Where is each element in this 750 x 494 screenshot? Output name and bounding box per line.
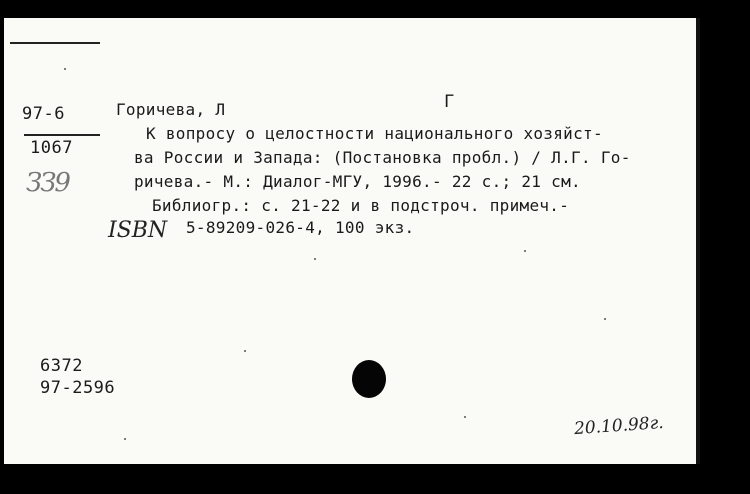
call-number-divider — [24, 134, 100, 136]
author-line: Горичева, Л — [116, 100, 226, 119]
catalog-card — [4, 18, 700, 464]
code-line-1: 6372 — [40, 356, 83, 376]
speck — [124, 438, 126, 440]
isbn-handwritten-label: ISBN — [108, 218, 168, 243]
text-line-4: Библиогр.: с. 21-22 и в подстроч. примеч.- — [152, 196, 570, 215]
code-line-2: 97-2596 — [40, 378, 116, 398]
punched-hole — [352, 360, 386, 398]
text-line-3: ричева.- М.: Диалог-МГУ, 1996.- 22 с.; 21 см. — [134, 172, 581, 191]
isbn-value: 5-89209-026-4, 100 экз. — [186, 218, 415, 237]
card-edge — [696, 18, 700, 464]
initial-letter: Г — [444, 92, 455, 112]
text-line-1: К вопросу о целостности национального хозяйст- — [146, 124, 603, 143]
speck — [64, 68, 66, 70]
speck — [314, 258, 316, 260]
text-line-2: ва России и Запада: (Постановка пробл.) / Л.Г. Го- — [134, 148, 631, 167]
speck — [244, 350, 246, 352]
handwritten-mark: ЗЗ9 — [26, 168, 69, 198]
speck — [524, 250, 526, 252]
top-rule — [10, 42, 100, 44]
handwritten-date: 20.10.98г. — [573, 412, 665, 440]
speck — [464, 416, 466, 418]
call-number-bottom: 1067 — [30, 138, 73, 158]
speck — [604, 318, 606, 320]
call-number-top: 97-6 — [22, 104, 65, 124]
